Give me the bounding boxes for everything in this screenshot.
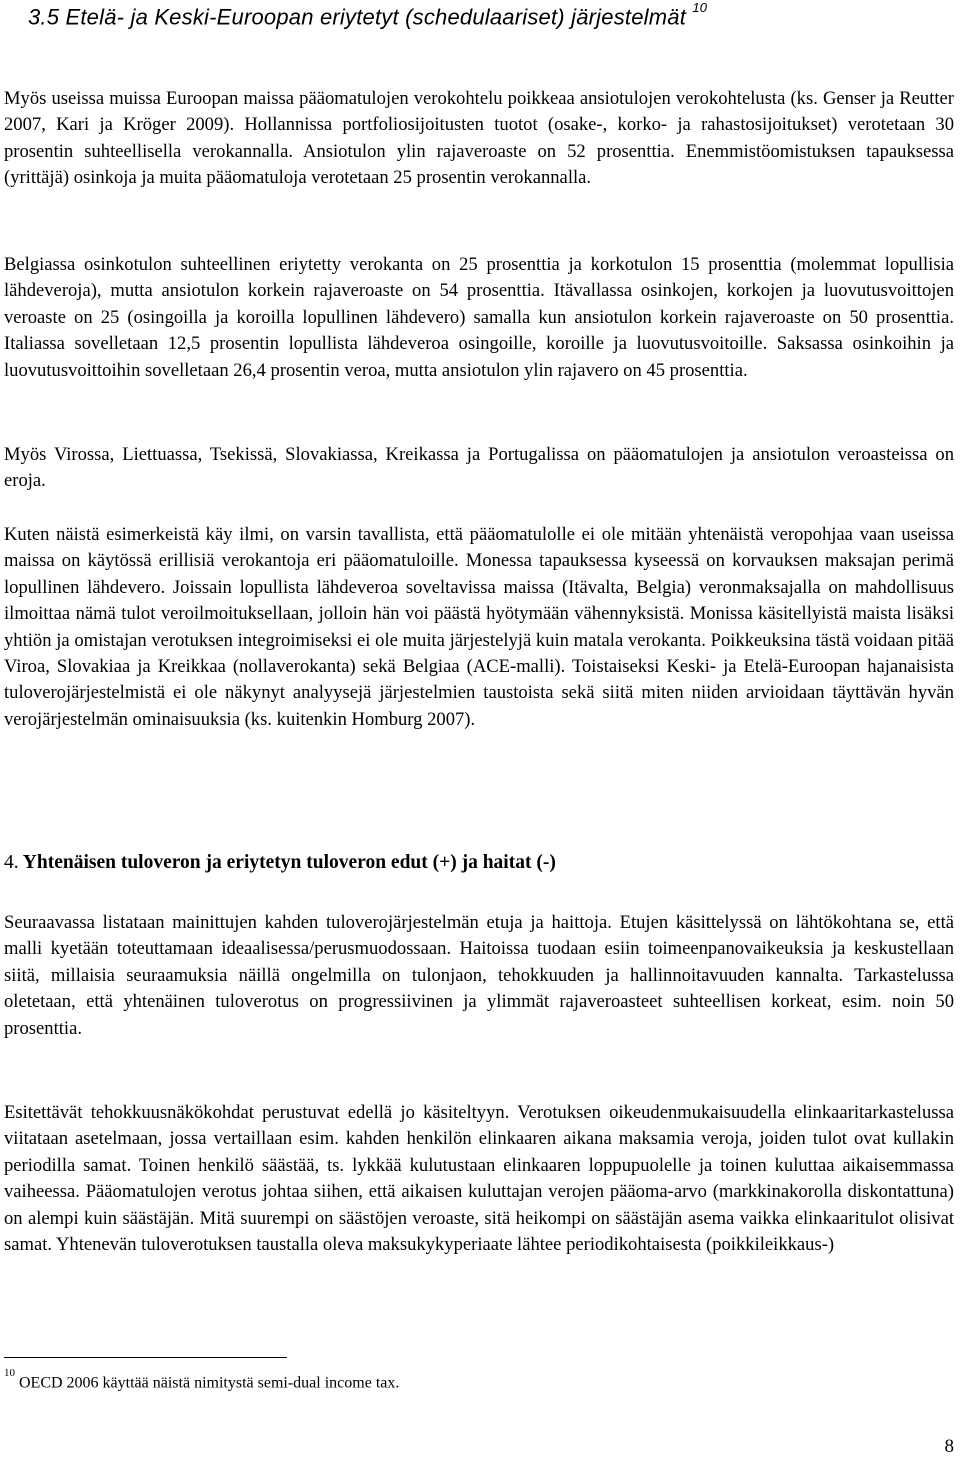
- section-number: 4.: [4, 852, 19, 873]
- paragraph-pros-and-cons-intro: [4, 910, 954, 1042]
- paragraph-summary: [4, 522, 954, 733]
- footnote-separator: [4, 1357, 287, 1358]
- paragraph-efficiency: [4, 1100, 954, 1258]
- footnote-text: OECD 2006 käyttää näistä nimitystä semi-dual income tax.: [19, 1374, 400, 1392]
- section-heading: [28, 0, 708, 30]
- paragraph-text: Esitettävät tehokkuusnäkökohdat perustuvat edellä jo käsiteltyyn. Verotuksen oikeudenmukaisuudella elinkaaritarkastelussa viitataan asetelmaan, jossa vertaillaan esim. kahden henkilön elinkaaren aikana maksamia veroja, joiden tulot ovat kullakin periodilla samat. Toinen henkilö säästää, ts. lykkää kulutustaan elinkaaren loppupuolelle ja toinen kuluttaa aikaisemmassa vaiheessa. Pääomatulojen verotus johtaa siihen, että aikaisen kuluttajan verojen pääoma-arvo (markkinakorolla diskontattuna) on alempi kuin säästäjän. Mitä suurempi on säästöjen veroaste, sitä heikompi on säästäjän asema vaikka elinkaaritulot olisivat samat. Yhtenevän tuloverotuksen taustalla oleva maksukykyperiaate lähtee periodikohtaisesta (poikkileikkaus-): [4, 1102, 954, 1256]
- paragraph-text: Kuten näistä esimerkeistä käy ilmi, on varsin tavallista, että pääomatulolle ei ole mitään yhtenäistä veropohjaa vaan useissa maissa on käytössä erillisiä verokantoja eri pääomatuloille. Monessa tapauksessa kyseessä on korvauksen maksajan perimä lopullinen lähdevero. Joissain lopullista lähdeveroa soveltavissa maissa (Itävalta, Belgia) veronmaksajalla on mahdollisuus ilmoittaa nämä tulot veroilmoituksellaan, jolloin hän voi päästä hyötymään vähennyksistä. Monissa käsitellyistä maista lisäksi yhtiön ja omistajan verotuksen integroimiseksi ei ole muita järjestelyjä kuin matala verokanta. Poikkeuksina tästä voidaan pitää Viroa, Slovakiaa ja Kreikkaa (nollaverokanta) sekä Belgiaa (ACE-malli). Toistaiseksi Keski- ja Etelä-Euroopan hajanaisista tuloverojärjestelmistä ei ole näkynyt analyysejä järjestelmien taustoista sekä siitä miten niiden arvioidaan täyttävän hyvän verojärjestelmän ominaisuuksia (ks. kuitenkin Homburg 2007).: [4, 524, 954, 730]
- page-number: 8: [944, 1436, 954, 1457]
- paragraph-text: Belgiassa osinkotulon suhteellinen eriytetty verokanta on 25 prosenttia ja korkotulon 15 prosenttia (molemmat lopullisia lähdeveroja), mutta ansiotulon korkein rajaveroaste on 54 prosenttia. Itävallassa osinkojen, korkojen ja luovutusvoittojen veroaste on 25 (osingoilla ja koroilla lopullinen lähdevero) samalla kun ansiotulon korkein rajaveroaste on 50 prosenttia. Italiassa sovelletaan 12,5 prosentin lopullista lähdeveroa osingoille, koroille ja luovutusvoitoille. Saksassa osinkoihin ja luovutusvoittoihin sovelletaan 26,4 prosentin veroa, mutta ansiotulon ylin rajavero on 45 prosenttia.: [4, 254, 954, 381]
- paragraph-belgium-austria-italy-germany: [4, 252, 954, 384]
- section-heading-text: 3.5 Etelä- ja Keski-Euroopan eriytetyt (schedulaariset) järjestelmät: [28, 4, 687, 30]
- footnote-mark: 10: [4, 1367, 15, 1379]
- paragraph-dutch-taxation: [4, 86, 954, 192]
- section-title: Yhtenäisen tuloveron ja eriytetyn tuloveron edut (+) ja haitat (-): [22, 852, 556, 873]
- paragraph-text: Myös Virossa, Liettuassa, Tsekissä, Slovakiassa, Kreikassa ja Portugalissa on pääomatulojen ja ansiotulon veroasteissa on eroja.: [4, 444, 954, 492]
- paragraph-other-countries: [4, 442, 954, 495]
- paragraph-text: Myös useissa muissa Euroopan maissa pääomatulojen verokohtelu poikkeaa ansiotulojen verokohtelusta (ks. Genser ja Reutter 2007, Kari ja Kröger 2009). Hollannissa portfoliosijoitusten tuotot (osake-, korko- ja rahastosijoitukset) verotetaan 30 prosentin suhteellisella verokannalla. Ansiotulon ylin rajaveroaste on 52 prosenttia. Enemmistöomistuksen tapauksessa (yrittäjä) osinkoja ja muita pääomatuloja verotetaan 25 prosentin verokannalla.: [4, 88, 954, 189]
- footnote: [4, 1367, 400, 1392]
- section-4-heading: [4, 852, 556, 874]
- paragraph-text: Seuraavassa listataan mainittujen kahden tuloverojärjestelmän etuja ja haittoja. Etujen käsittelyssä on lähtökohtana se, että malli kyetään toteuttamaan ideaalisessa/perusmuodossaan. Haitoissa tuodaan esiin toimeenpanovaikeuksia ja keskustellaan siitä, millaisia seuraamuksia näillä ongelmilla on tulonjaon, tehokkuuden ja hallinnoitavuuden kannalta. Tarkastelussa oletetaan, että yhtenäinen tuloverotus on progressiivinen ja ylimmät rajaveroasteet suhteellisen korkeat, esim. noin 50 prosenttia.: [4, 912, 954, 1039]
- footnote-reference: 10: [692, 0, 708, 15]
